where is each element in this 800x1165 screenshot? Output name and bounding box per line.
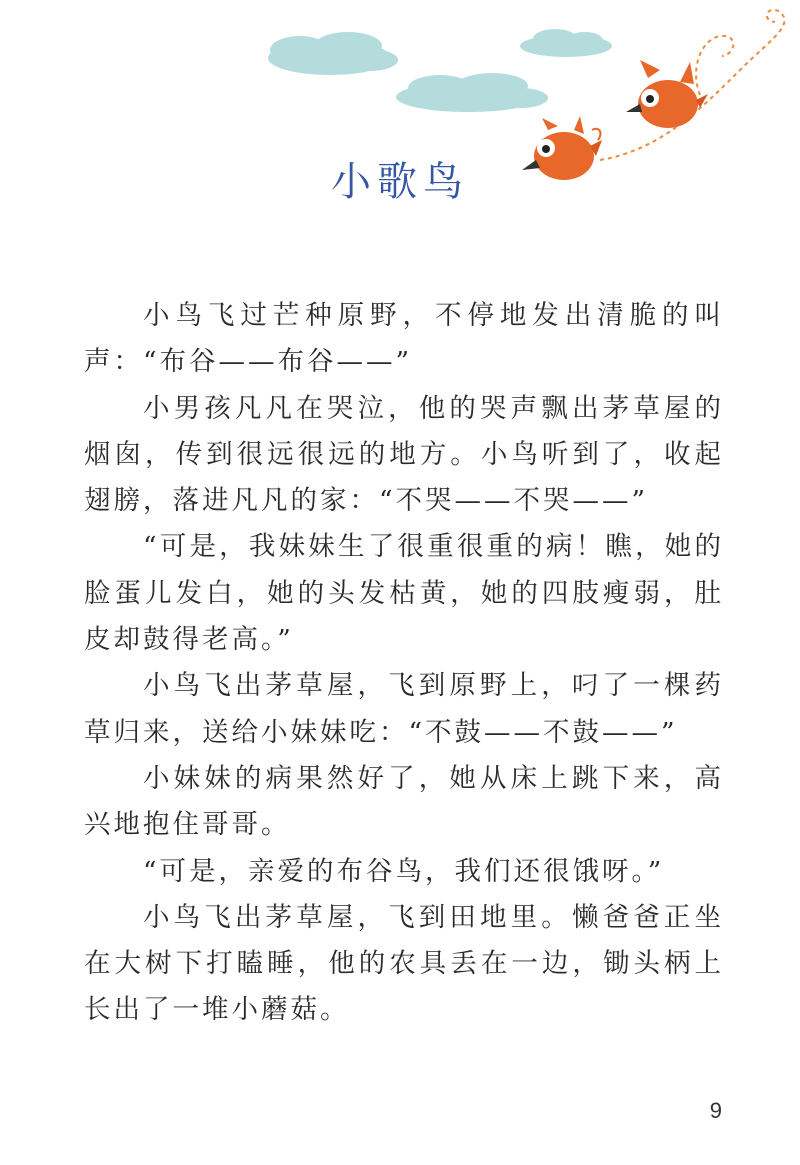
flight-path-icon	[600, 10, 784, 160]
story-title: 小歌鸟	[331, 159, 469, 205]
story-text	[84, 293, 724, 1034]
cloud-icon	[396, 73, 548, 112]
cloud-icon	[520, 29, 612, 57]
paragraph: 小男孩凡凡在哭泣，他的哭声飘出茅草屋的烟囱，传到很远很远的地方。小鸟听到了，收起翅膀，落进凡凡的家：“不哭——不哭——”	[84, 392, 724, 517]
paragraph: “可是，我妹妹生了很重很重的病！瞧，她的脸蛋儿发白，她的头发枯黄，她的四肢瘦弱，肚皮却鼓得老高。”	[84, 531, 724, 656]
paragraph: 小鸟飞出茅草屋，飞到原野上，叼了一棵药草归来，送给小妹妹吃：“不鼓——不鼓——”	[84, 670, 724, 748]
paragraph: 小妹妹的病果然好了，她从床上跳下来，高兴地抱住哥哥。	[84, 762, 724, 841]
cloud-icon	[268, 32, 398, 75]
paragraph: 小鸟飞出茅草屋，飞到田地里。懒爸爸正坐在大树下打瞌睡，他的农具丢在一边，锄头柄上长出了一堆小蘑菇。	[84, 901, 724, 1026]
paragraph: 小鸟飞过芒种原野，不停地发出清脆的叫声：“布谷——布谷——”	[84, 300, 724, 378]
paragraph: “可是，亲爱的布谷鸟，我们还很饿呀。”	[143, 855, 665, 887]
page-number: 9	[709, 1098, 722, 1123]
